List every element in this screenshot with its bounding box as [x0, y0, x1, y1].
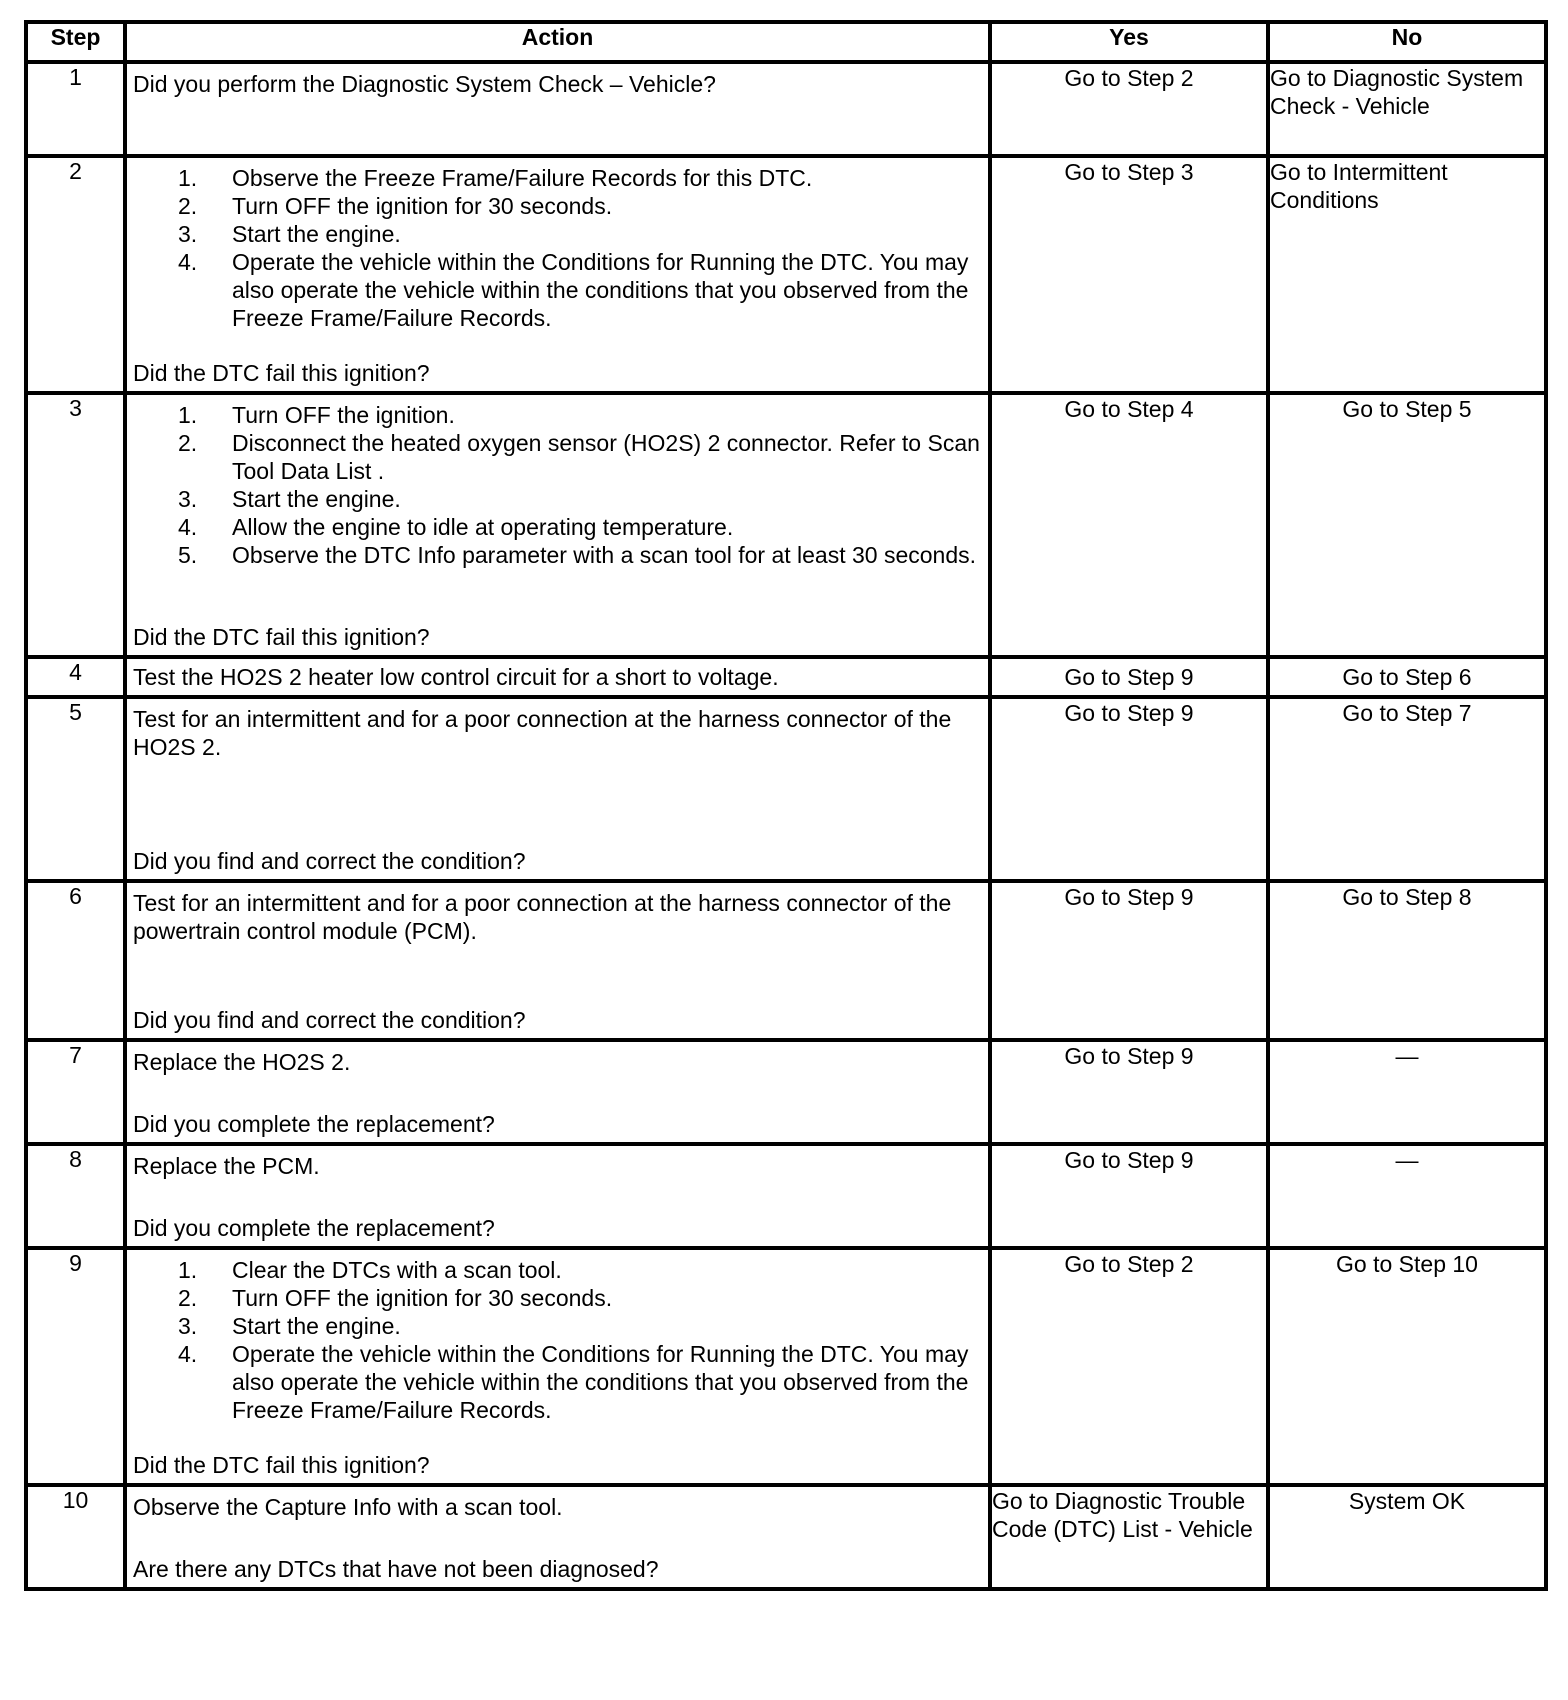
action-text: Replace the HO2S 2. — [133, 1049, 351, 1075]
instruction-item: Operate the vehicle within the Conditions for Running the DTC. You may also operate the vehicle within the conditions that you observed from the Freeze Frame/Failure Records. — [232, 249, 969, 331]
yes-cell: Go to Step 3 — [990, 156, 1268, 393]
step-number: 4 — [26, 657, 125, 697]
step-number: 2 — [26, 156, 125, 393]
action-question: Did you complete the replacement? — [133, 1215, 495, 1241]
action-cell — [125, 1144, 990, 1248]
header-action: Action — [125, 22, 990, 62]
instruction-item: Allow the engine to idle at operating temperature. — [232, 514, 734, 540]
no-cell: Go to Step 7 — [1268, 697, 1546, 881]
no-cell: Go to Step 8 — [1268, 881, 1546, 1040]
no-cell: Go to Step 5 — [1268, 393, 1546, 657]
table-row — [26, 1485, 1546, 1589]
instruction-item: Observe the DTC Info parameter with a scan tool for at least 30 seconds. — [232, 542, 977, 568]
action-question: Did you find and correct the condition? — [133, 1007, 526, 1033]
instruction-list — [133, 164, 982, 332]
action-question: Did you find and correct the condition? — [133, 848, 526, 874]
header-yes: Yes — [990, 22, 1268, 62]
step-number: 10 — [26, 1485, 125, 1589]
yes-cell: Go to Step 9 — [990, 1040, 1268, 1144]
instruction-item: Observe the Freeze Frame/Failure Records for this DTC. — [232, 165, 813, 191]
yes-cell: Go to Step 2 — [990, 62, 1268, 156]
no-cell: Go to Step 10 — [1268, 1248, 1546, 1485]
action-cell — [125, 1485, 990, 1589]
action-text: Test for an intermittent and for a poor connection at the harness connector of the powertrain control module (PCM). — [133, 890, 952, 944]
action-cell — [125, 657, 990, 697]
action-cell — [125, 156, 990, 393]
step-number: 3 — [26, 393, 125, 657]
instruction-list — [133, 1256, 982, 1424]
table-row — [26, 697, 1546, 881]
no-cell: System OK — [1268, 1485, 1546, 1589]
no-cell: Go to Diagnostic System Check - Vehicle — [1268, 62, 1546, 156]
header-step: Step — [26, 22, 125, 62]
step-number: 9 — [26, 1248, 125, 1485]
action-text: Observe the Capture Info with a scan tool. — [133, 1494, 563, 1520]
instruction-item: Clear the DTCs with a scan tool. — [232, 1257, 562, 1283]
table-row — [26, 393, 1546, 657]
yes-cell: Go to Step 9 — [990, 1144, 1268, 1248]
diagnostic-table — [24, 20, 1548, 1591]
instruction-item: Start the engine. — [232, 1313, 401, 1339]
action-cell — [125, 1248, 990, 1485]
table-row — [26, 1144, 1546, 1248]
step-number: 6 — [26, 881, 125, 1040]
step-number: 7 — [26, 1040, 125, 1144]
yes-cell: Go to Step 4 — [990, 393, 1268, 657]
instruction-item: Start the engine. — [232, 486, 401, 512]
step-number: 5 — [26, 697, 125, 881]
action-text: Test the HO2S 2 heater low control circuit for a short to voltage. — [133, 664, 779, 690]
yes-cell: Go to Diagnostic Trouble Code (DTC) List - Vehicle — [990, 1485, 1268, 1589]
table-row — [26, 156, 1546, 393]
header-row — [26, 22, 1546, 62]
no-cell: Go to Intermittent Conditions — [1268, 156, 1546, 393]
instruction-item: Disconnect the heated oxygen sensor (HO2S) 2 connector. Refer to Scan Tool Data List . — [232, 430, 980, 484]
action-text: Test for an intermittent and for a poor connection at the harness connector of the HO2S 2. — [133, 706, 952, 760]
no-cell: — — [1268, 1040, 1546, 1144]
action-cell — [125, 393, 990, 657]
instruction-item: Start the engine. — [232, 221, 401, 247]
action-question: Did you complete the replacement? — [133, 1111, 495, 1137]
instruction-item: Operate the vehicle within the Conditions for Running the DTC. You may also operate the vehicle within the conditions that you observed from the Freeze Frame/Failure Records. — [232, 1341, 969, 1423]
instruction-item: Turn OFF the ignition. — [232, 402, 455, 428]
action-question: Did the DTC fail this ignition? — [133, 360, 430, 386]
step-number: 1 — [26, 62, 125, 156]
action-question: Did the DTC fail this ignition? — [133, 624, 430, 650]
action-cell — [125, 1040, 990, 1144]
yes-cell: Go to Step 9 — [990, 657, 1268, 697]
action-cell — [125, 881, 990, 1040]
yes-cell: Go to Step 9 — [990, 881, 1268, 1040]
yes-cell: Go to Step 9 — [990, 697, 1268, 881]
table-row — [26, 1040, 1546, 1144]
action-text: Did you perform the Diagnostic System Check – Vehicle? — [133, 71, 716, 97]
action-question: Are there any DTCs that have not been diagnosed? — [133, 1556, 659, 1582]
instruction-item: Turn OFF the ignition for 30 seconds. — [232, 1285, 613, 1311]
header-no: No — [1268, 22, 1546, 62]
action-cell — [125, 62, 990, 156]
table-row — [26, 62, 1546, 156]
instruction-list — [133, 401, 982, 569]
instruction-item: Turn OFF the ignition for 30 seconds. — [232, 193, 613, 219]
no-cell: Go to Step 6 — [1268, 657, 1546, 697]
action-question: Did the DTC fail this ignition? — [133, 1452, 430, 1478]
action-cell — [125, 697, 990, 881]
table-row — [26, 1248, 1546, 1485]
table-row — [26, 657, 1546, 697]
table-row — [26, 881, 1546, 1040]
step-number: 8 — [26, 1144, 125, 1248]
no-cell: — — [1268, 1144, 1546, 1248]
action-text: Replace the PCM. — [133, 1153, 320, 1179]
yes-cell: Go to Step 2 — [990, 1248, 1268, 1485]
